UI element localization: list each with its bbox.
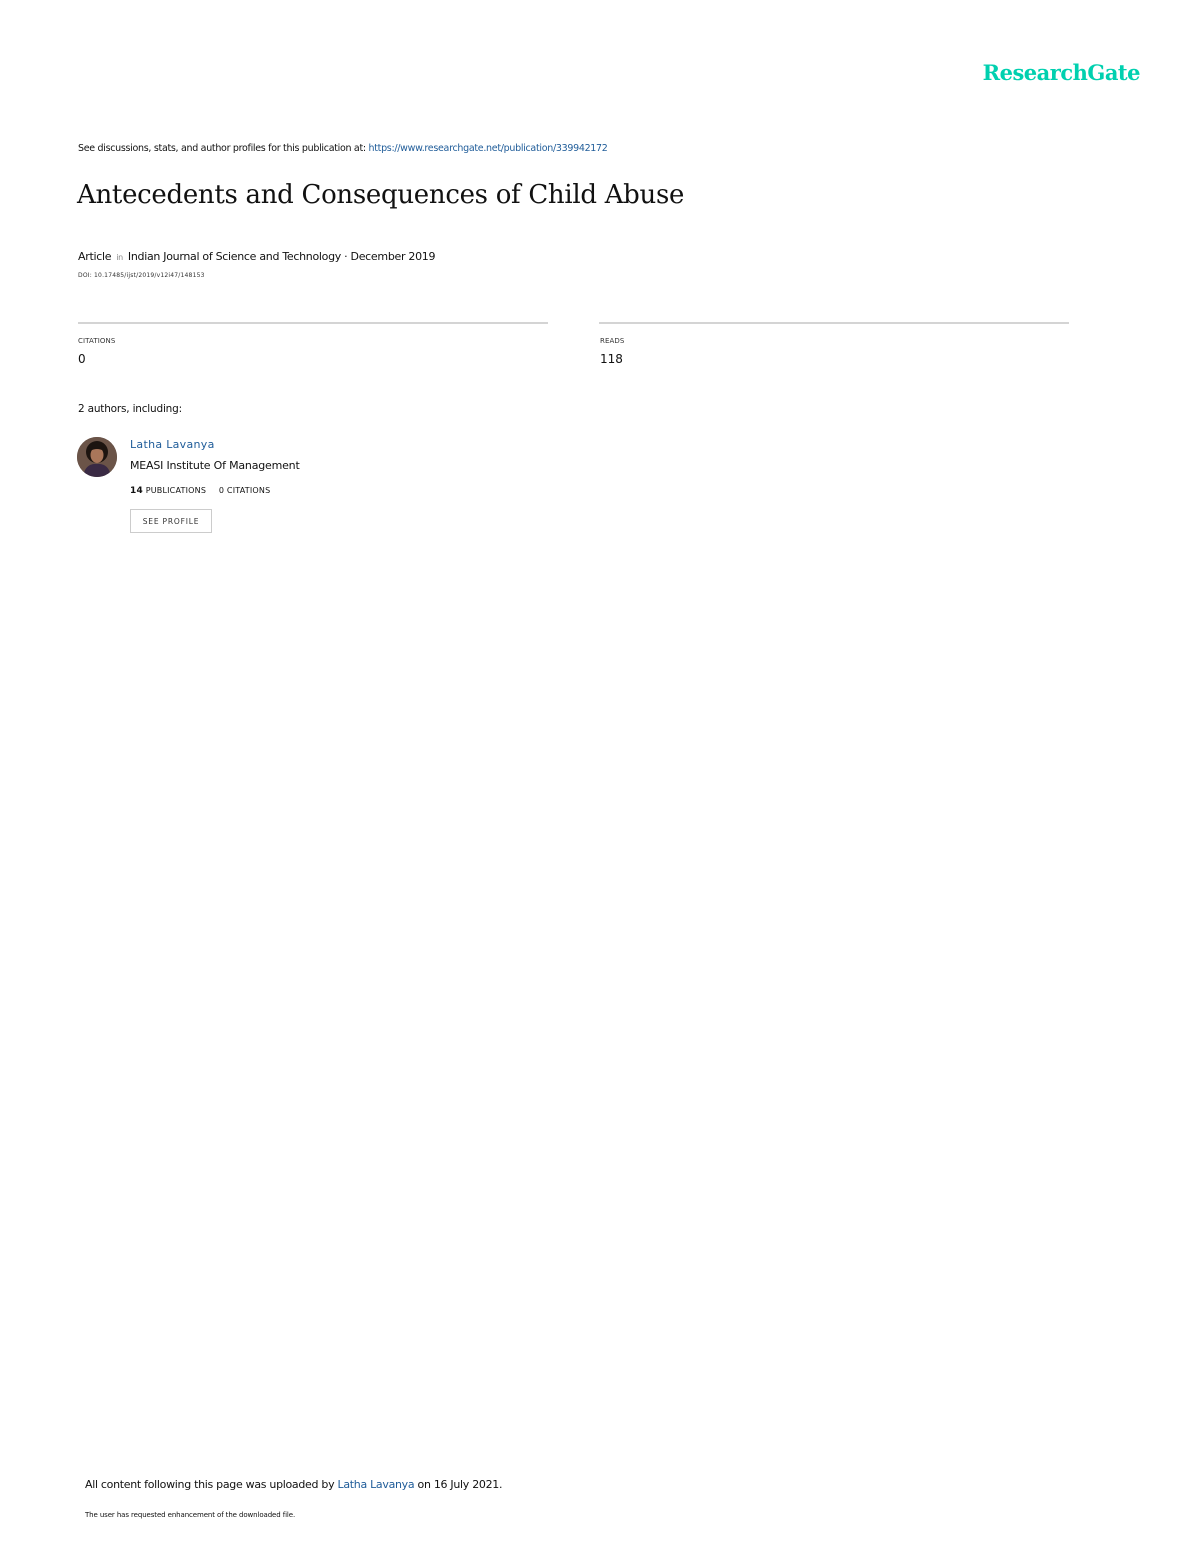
article-type: Article [78,250,112,263]
publication-link[interactable]: https://www.researchgate.net/publication/339942172 [368,143,608,154]
footer-note: The user has requested enhancement of the downloaded file. [85,1511,296,1519]
publications-count: 14 [130,486,143,496]
upload-suffix: on 16 July 2021. [414,1478,503,1491]
author-stats [130,486,270,496]
stats-separator [211,486,214,495]
researchgate-logo[interactable]: ResearchGate [982,60,1140,85]
upload-note [85,1478,502,1491]
article-title: Antecedents and Consequences of Child Abuse [77,180,685,210]
source-prefix: See discussions, stats, and author profiles for this publication at: [78,143,369,154]
upload-prefix: All content following this page was uploaded by [85,1478,338,1491]
uploader-link[interactable]: Latha Lavanya [337,1478,415,1491]
author-institution: MEASI Institute Of Management [130,459,300,472]
meta-separator: in [116,253,123,262]
article-meta [78,250,435,263]
citations-label: CITATIONS [78,337,116,345]
author-name-link[interactable]: Latha Lavanya [130,438,215,451]
reads-value: 118 [600,352,623,366]
journal-date: Indian Journal of Science and Technology · December 2019 [127,250,436,263]
source-line [78,143,608,154]
reads-divider [599,322,1069,324]
author-avatar[interactable] [77,437,117,477]
author-citations: 0 CITATIONS [218,486,271,495]
see-profile-button[interactable]: SEE PROFILE [130,509,212,533]
publications-label: PUBLICATIONS [145,486,207,495]
reads-label: READS [600,337,625,345]
citations-value: 0 [78,352,86,366]
doi-text: DOI: 10.17485/ijst/2019/v12i47/148153 [78,272,205,279]
citations-divider [78,322,548,324]
authors-heading: 2 authors, including: [78,403,182,415]
